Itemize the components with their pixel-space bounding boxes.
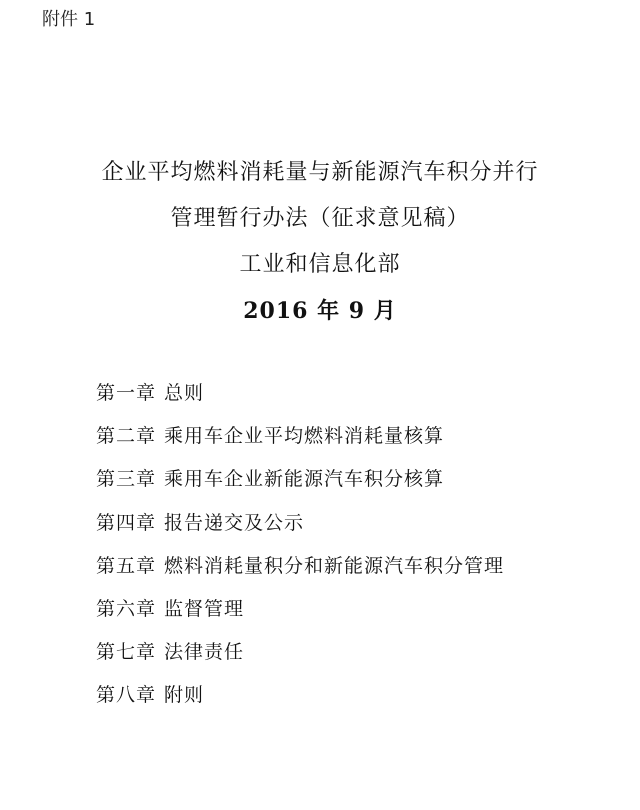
document-title-line-2: 管理暂行办法（征求意见稿） (170, 206, 470, 231)
chapter-title: 乘用车企业新能源汽车积分核算 (164, 468, 445, 491)
chapter-number: 第三章 (96, 468, 157, 491)
chapter-number: 第五章 (96, 554, 157, 577)
toc-item-chapter-6 (96, 588, 616, 631)
toc-item-chapter-5 (96, 545, 616, 588)
chapter-title: 报告递交及公示 (164, 511, 305, 534)
chapter-number: 第七章 (96, 641, 157, 664)
document-title-block (0, 150, 640, 334)
chapter-title: 总则 (164, 382, 205, 404)
toc-item-chapter-3 (96, 458, 616, 501)
chapter-title: 监督管理 (164, 598, 245, 621)
chapter-number: 第一章 (96, 382, 157, 404)
toc-item-chapter-8 (96, 674, 616, 717)
chapter-title: 法律责任 (164, 641, 245, 664)
table-of-contents (96, 372, 616, 718)
issuing-authority: 工业和信息化部 (239, 252, 401, 277)
chapter-number: 第六章 (96, 598, 157, 621)
document-date: 2016 年 9 月 (243, 298, 397, 324)
chapter-title: 燃料消耗量积分和新能源汽车积分管理 (164, 554, 505, 577)
chapter-number: 第八章 (96, 684, 157, 707)
chapter-number: 第二章 (96, 425, 157, 448)
chapter-number: 第四章 (96, 511, 157, 534)
toc-item-chapter-7 (96, 631, 616, 674)
document-title-line-1: 企业平均燃料消耗量与新能源汽车积分并行 (101, 160, 539, 185)
toc-item-chapter-2 (96, 415, 616, 458)
chapter-title: 乘用车企业平均燃料消耗量核算 (164, 425, 445, 448)
chapter-title: 附则 (164, 684, 205, 707)
attachment-label: 附件 1 (42, 9, 96, 30)
toc-item-chapter-1 (96, 372, 616, 415)
toc-item-chapter-4 (96, 502, 616, 545)
